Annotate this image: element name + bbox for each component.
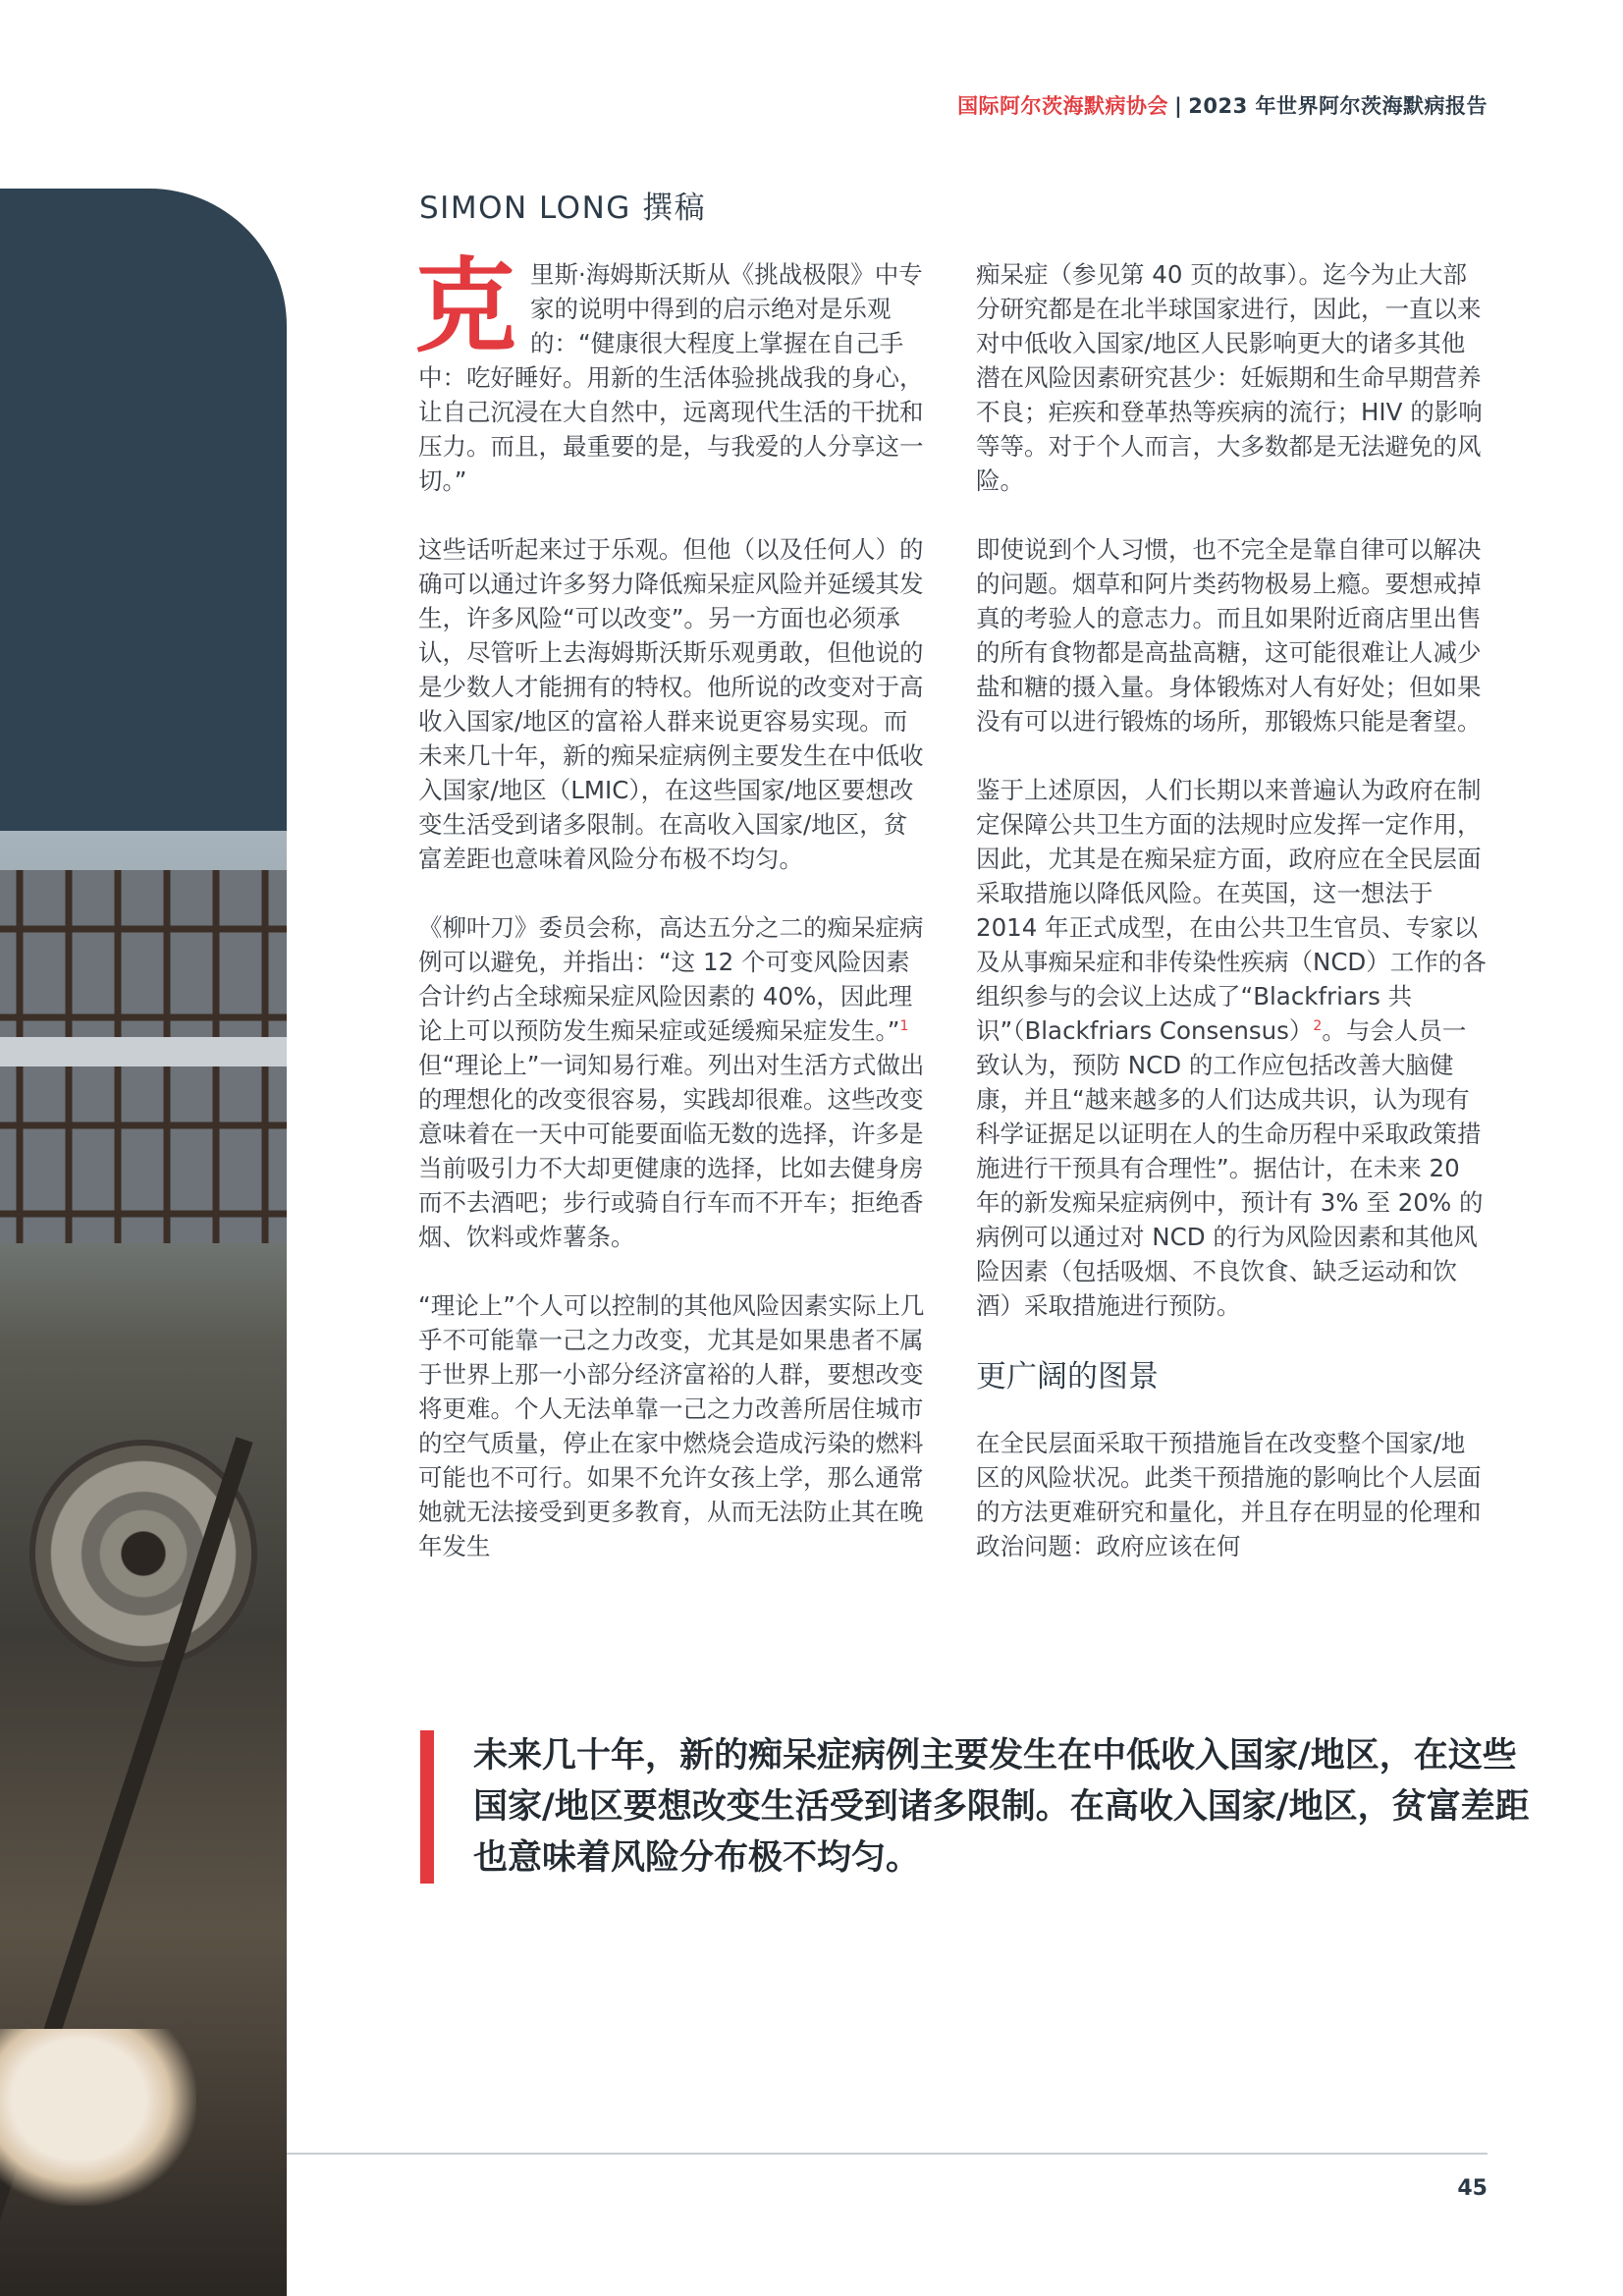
footer-divider (287, 2153, 1488, 2155)
footnote-ref-2[interactable]: 2 (1313, 1017, 1323, 1034)
cat-graphic (0, 2029, 196, 2206)
header-org: 国际阿尔茨海默病协会 (957, 94, 1169, 118)
header-report-title: 2023 年世界阿尔茨海默病报告 (1188, 94, 1488, 118)
byline: SIMON LONG 撰稿 (419, 191, 707, 226)
paragraph (414, 246, 929, 498)
decorative-panel (0, 189, 287, 837)
paragraph: 痴呆症（参见第 40 页的故事）。迄今为止大部分研究都是在北半球国家进行，因此，一直以来对中低收入国家/地区人民影响更大的诸多其他潜在风险因素研究甚少：妊娠期和生命早期营养不良；疟疾和登革热等疾病的流行；HIV 的影响等等。对于个人而言，大多数都是无法避免的风险。 (976, 260, 1483, 495)
paragraph-text: 。与会人员一致认为，预防 NCD 的工作应包括改善大脑健康，并且“越来越多的人们达成共识，认为现有科学证据足以证明在人的生命历程中采取政策措施进行干预具有合理性”。据估计，在未来 20 年的新发痴呆症病例中，预计有 3% 至 20% 的病例可以通过对 NCD 的行为风险因素和其他风险因素（包括吸烟、不良饮食、缺乏运动和饮酒）采取措施进行预防。 (976, 1016, 1484, 1320)
paragraph: 这些话听起来过于乐观。但他（以及任何人）的确可以通过许多努力降低痴呆症风险并延缓其发生，许多风险“可以改变”。另一方面也必须承认，尽管听上去海姆斯沃斯乐观勇敢，但他说的是少数人才能拥有的特权。他所说的改变对于高收入国家/地区的富裕人群来说更容易实现。而未来几十年，新的痴呆症病例主要发生在中低收入国家/地区（LMIC），在这些国家/地区要想改变生活受到诸多限制。在高收入国家/地区，贫富差距也意味着风险分布极不均匀。 (418, 535, 924, 873)
header-separator: | (1174, 94, 1183, 118)
right-column (976, 257, 1487, 1598)
page-number: 45 (1457, 2176, 1488, 2201)
pull-quote: 未来几十年，新的痴呆症病例主要发生在中低收入国家/地区，在这些国家/地区要想改变生活受到诸多限制。在高收入国家/地区，贫富差距也意味着风险分布极不均匀。 (420, 1730, 1543, 1884)
paragraph: “理论上”个人可以控制的其他风险因素实际上几乎不可能靠一己之力改变，尤其是如果患者不属于世界上那一小部分经济富裕的人群，要想改变将更难。个人无法单靠一己之力改善所居住城市的空气质量，停止在家中燃烧会造成污染的燃料可能也不可行。如果不允许女孩上学，那么通常她就无法接受到更多教育，从而无法防止其在晚年发生 (418, 1291, 925, 1560)
section-subheading: 更广阔的图景 (976, 1359, 1159, 1394)
street-photo (0, 831, 287, 2296)
paragraph (976, 773, 1487, 1323)
window-grate-graphic (0, 870, 287, 1243)
paragraph: 即使说到个人习惯，也不完全是靠自律可以解决的问题。烟草和阿片类药物极易上瘾。要想戒掉真的考验人的意志力。而且如果附近商店里出售的所有食物都是高盐高糖，这可能很难让人减少盐和糖的摄入量。身体锻炼对人有好处；但如果没有可以进行锻炼的场所，那锻炼只能是奢望。 (976, 535, 1482, 736)
footnote-ref-1[interactable]: 1 (899, 1017, 909, 1034)
paragraph: 在全民层面采取干预措施旨在改变整个国家/地区的风险状况。此类干预措施的影响比个人层面的方法更难研究和量化，并且存在明显的伦理和政治问题：政府应该在何 (976, 1429, 1482, 1560)
drop-cap: 克 (414, 246, 517, 366)
paragraph-text: 《柳叶刀》委员会称，高达五分之二的痴呆症病例可以避免，并指出：“这 12 个可变风险因素合计约占全球痴呆症风险因素的 40%，因此理论上可以预防发生痴呆症或延缓痴呆症发生。” (418, 913, 924, 1045)
left-column (414, 246, 929, 1598)
paragraph-text: 但“理论上”一词知易行难。列出对生活方式做出的理想化的改变很容易，实践却很难。这些改变意味着在一天中可能要面临无数的选择，许多是当前吸引力不大却更健康的选择，比如去健身房而不去酒吧；步行或骑自行车而不开车；拒绝香烟、饮料或炸薯条。 (418, 1051, 925, 1251)
running-header (957, 90, 1488, 120)
paragraph-text: 里斯·海姆斯沃斯从《挑战极限》中专家的说明中得到的启示绝对是乐观的：“健康很大程度上掌握在自己手中：吃好睡好。用新的生活体验挑战我的身心，让自己沉浸在大自然中，远离现代生活的干扰和压力。而且，最重要的是，与我爱的人分享这一切。” (418, 260, 924, 495)
paragraph (418, 910, 929, 1254)
paragraph-text: 鉴于上述原因，人们长期以来普遍认为政府在制定保障公共卫生方面的法规时应发挥一定作用，因此，尤其是在痴呆症方面，政府应在全民层面采取措施以降低风险。在英国，这一想法于 2014 年正式成型，在由公共卫生官员、专家以及从事痴呆症和非传染性疾病（NCD）工作的各组织参与的会议上达成了“Blackfriars 共识”（Blackfriars Consensus） (976, 776, 1487, 1045)
